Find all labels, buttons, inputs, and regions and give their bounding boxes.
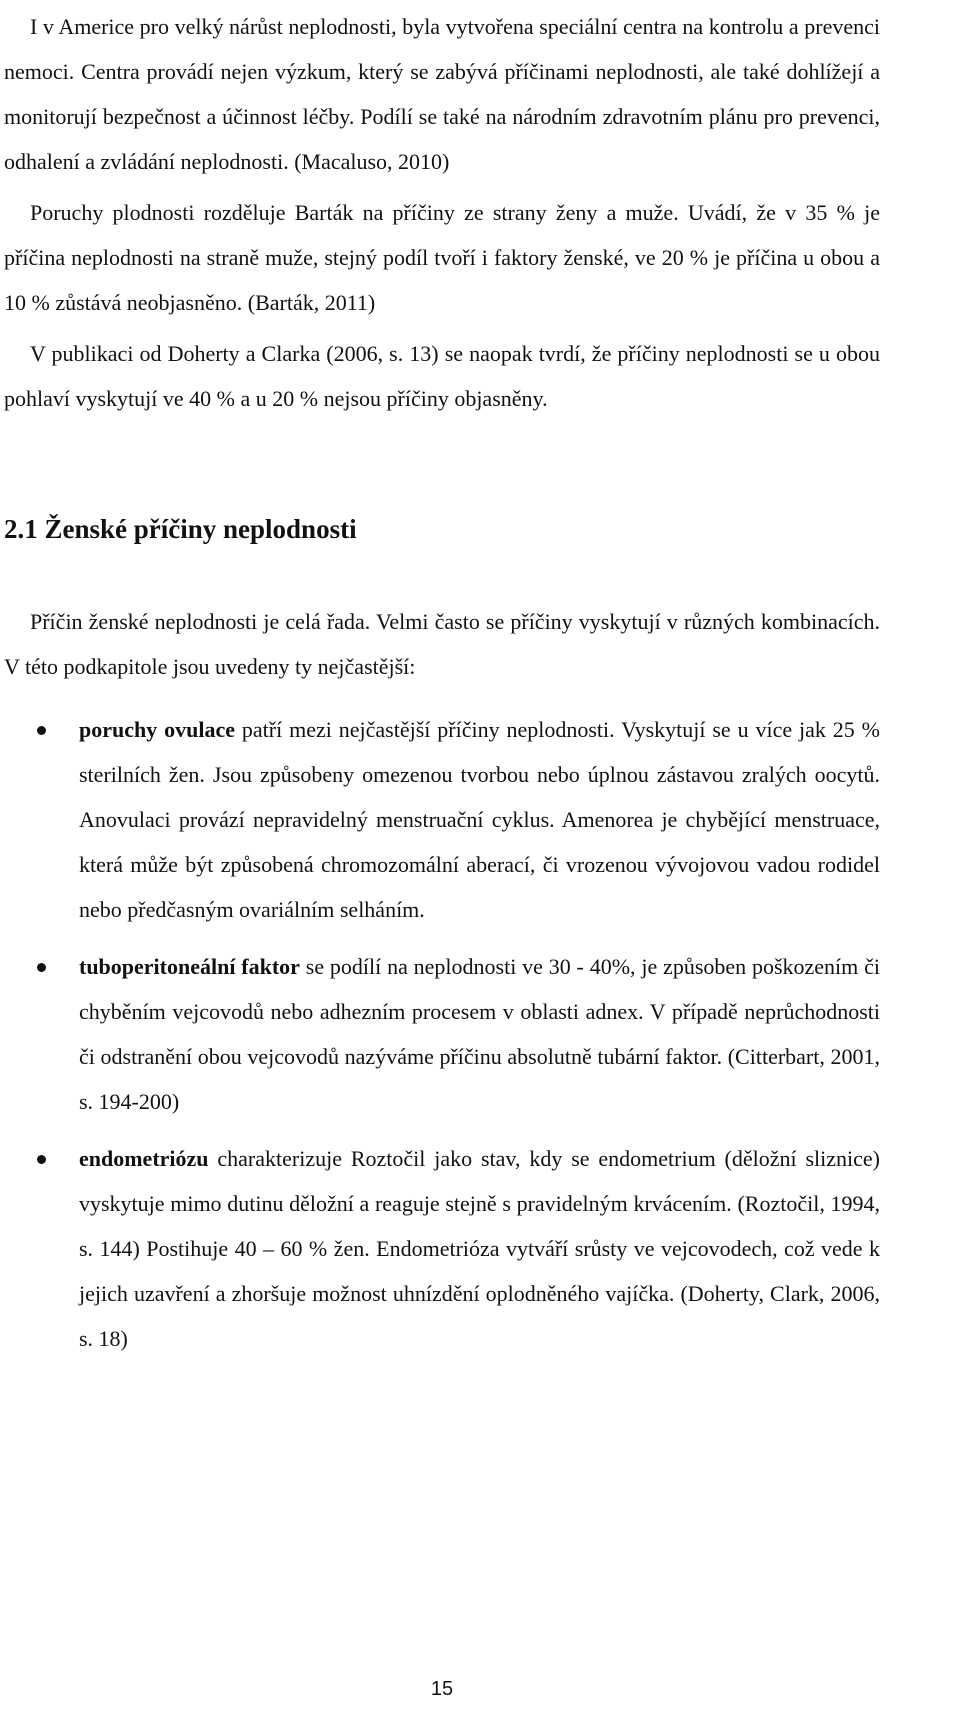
list-item-text: patří mezi nejčastější příčiny neplodnosti. Vyskytují se u více jak 25 % sterilních žen. Jsou způsobeny omezenou tvorbou nebo úplnou zástavou zralých oocytů. Anovulaci provází nepravidelný menstruační cyklus. Amenorea je chybějící menstruace, která může být způsobená chromozomální aberací, či vrozenou vývojovou vadou rodidel nebo předčasným ovariálním selháním. (79, 717, 880, 922)
cause-list (4, 707, 880, 1361)
section-intro: Příčin ženské neplodnosti je celá řada. Velmi často se příčiny vyskytují v různých kombinacích. V této podkapitole jsou uvedeny ty nejčastější: (4, 609, 880, 679)
list-item-term: endometriózu (79, 1146, 209, 1171)
list-item-ovulation (4, 707, 880, 932)
paragraph-bartak-causes: Poruchy plodnosti rozděluje Barták na příčiny ze strany ženy a muže. Uvádí, že v 35 % je příčina neplodnosti na straně muže, stejný podíl tvoří i faktory ženské, ve 20 % je příčina u obou a 10 % zůstává neobjasněno. (Barták, 2011) (4, 200, 880, 315)
list-item-tuboperitoneal (4, 944, 880, 1124)
bullet-icon (37, 963, 46, 972)
paragraph-doherty-clark: V publikaci od Doherty a Clarka (2006, s. 13) se naopak tvrdí, že příčiny neplodnosti se u obou pohlaví vyskytují ve 40 % a u 20 % nejsou příčiny objasněny. (4, 341, 880, 411)
list-item-term: tuboperitoneální faktor (79, 954, 300, 979)
list-item-endometriosis (4, 1136, 880, 1361)
list-item-text: charakterizuje Roztočil jako stav, kdy se endometrium (děložní sliznice) vyskytuje mimo dutinu děložní a reaguje stejně s pravidelným krvácením. (Roztočil, 1994, s. 144) Postihuje 40 – 60 % žen. Endometrióza vytváří srůsty ve vejcovodech, což vede k jejich uzavření a zhoršuje možnost uhnízdění oplodněného vajíčka. (Doherty, Clark, 2006, s. 18) (79, 1146, 880, 1351)
bullet-icon (37, 1155, 46, 1164)
bullet-icon (37, 726, 46, 735)
page-number: 15 (430, 1678, 454, 1700)
list-item-term: poruchy ovulace (79, 717, 236, 742)
list-item-text: se podílí na neplodnosti ve 30 - 40%, je způsoben poškozením či chyběním vejcovodů nebo adhezním procesem v oblasti adnex. V případě neprůchodnosti či odstranění obou vejcovodů nazýváme příčinu absolutně tubární faktor. (Citterbart, 2001, s. 194-200) (79, 954, 880, 1114)
section-heading: 2.1 Ženské příčiny neplodnosti (4, 514, 357, 544)
paragraph-america-centers: I v Americe pro velký nárůst neplodnosti, byla vytvořena speciální centra na kontrolu a prevenci nemoci. Centra provádí nejen výzkum, který se zabývá příčinami neplodnosti, ale také dohlížejí a monitorují bezpečnost a účinnost léčby. Podílí se také na národním zdravotním plánu pro prevenci, odhalení a zvládání neplodnosti. (Macaluso, 2010) (4, 14, 880, 174)
